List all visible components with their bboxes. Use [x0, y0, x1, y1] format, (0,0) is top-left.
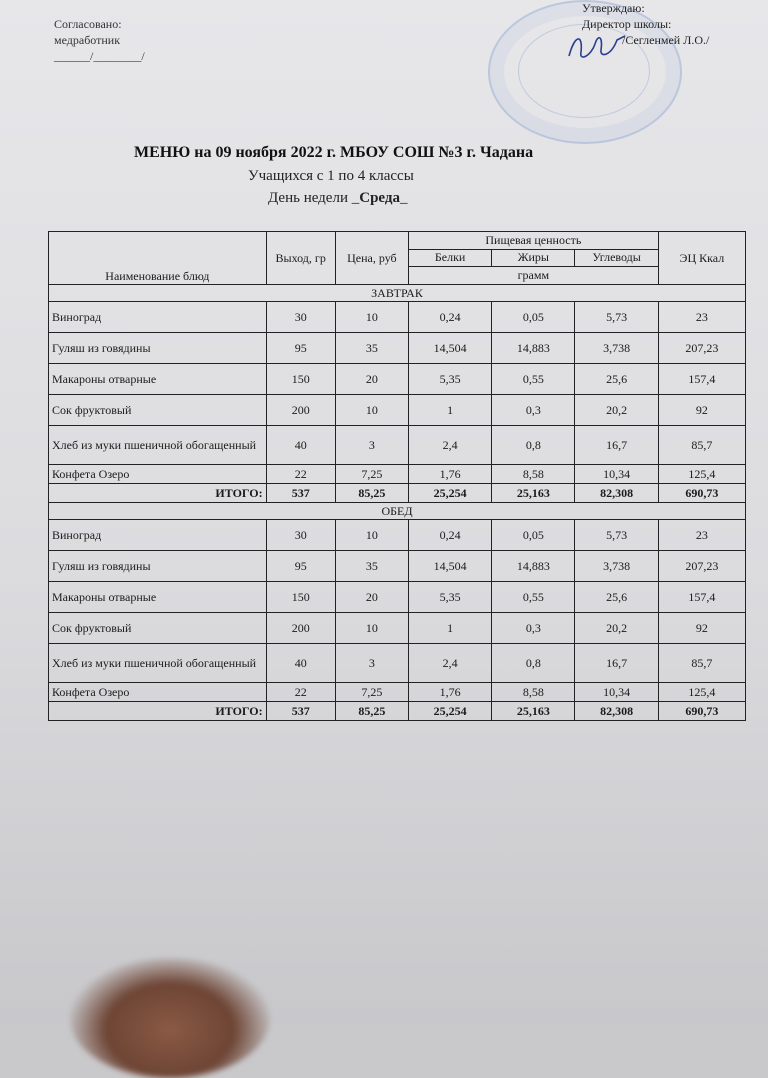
- protein-cell: 5,35: [409, 364, 492, 395]
- fat-cell: 0,55: [492, 364, 575, 395]
- protein-cell: 0,24: [409, 302, 492, 333]
- fat-cell: 0,55: [492, 582, 575, 613]
- table-row: [49, 333, 746, 364]
- carbs-cell: 5,73: [575, 520, 658, 551]
- energy-cell: 23: [658, 302, 745, 333]
- carbs-cell: 16,7: [575, 644, 658, 683]
- approved-signature-line: ______/________/: [54, 49, 145, 63]
- carbs-cell: 10,34: [575, 465, 658, 484]
- energy-cell: 23: [658, 520, 745, 551]
- total-row: [49, 702, 746, 721]
- table-row: [49, 520, 746, 551]
- dish-name-cell: Макароны отварные: [49, 582, 267, 613]
- header-energy: ЭЦ Ккал: [658, 232, 745, 285]
- confirm-role: Директор школы:: [582, 17, 672, 31]
- approval-block: [54, 16, 145, 64]
- dish-name-cell: Хлеб из муки пшеничной обогащенный: [49, 426, 267, 465]
- yield-cell: 200: [266, 613, 335, 644]
- table-row: [49, 395, 746, 426]
- protein-cell: 14,504: [409, 551, 492, 582]
- yield-cell: 40: [266, 644, 335, 683]
- total-yield-cell: 537: [266, 702, 335, 721]
- price-cell: 7,25: [335, 465, 408, 484]
- approved-role: медработник: [54, 33, 121, 47]
- price-cell: 20: [335, 582, 408, 613]
- yield-cell: 95: [266, 333, 335, 364]
- protein-cell: 2,4: [409, 644, 492, 683]
- table-row: [49, 426, 746, 465]
- finger-shadow: [70, 958, 270, 1078]
- total-protein-cell: 25,254: [409, 702, 492, 721]
- protein-cell: 14,504: [409, 333, 492, 364]
- carbs-cell: 20,2: [575, 613, 658, 644]
- energy-cell: 85,7: [658, 644, 745, 683]
- confirm-label: Утверждаю:: [582, 1, 645, 15]
- price-cell: 7,25: [335, 683, 408, 702]
- header-yield: Выход, гр: [266, 232, 335, 285]
- fat-cell: 14,883: [492, 551, 575, 582]
- total-energy-cell: 690,73: [658, 702, 745, 721]
- total-carbs-cell: 82,308: [575, 702, 658, 721]
- protein-cell: 0,24: [409, 520, 492, 551]
- total-fat-cell: 25,163: [492, 484, 575, 503]
- energy-cell: 92: [658, 613, 745, 644]
- table-row: [49, 613, 746, 644]
- protein-cell: 5,35: [409, 582, 492, 613]
- fat-cell: 0,05: [492, 302, 575, 333]
- fat-cell: 0,8: [492, 426, 575, 465]
- yield-cell: 150: [266, 582, 335, 613]
- price-cell: 10: [335, 520, 408, 551]
- total-energy-cell: 690,73: [658, 484, 745, 503]
- total-price-cell: 85,25: [335, 484, 408, 503]
- yield-cell: 30: [266, 520, 335, 551]
- menu-table: [48, 231, 746, 721]
- table-row: [49, 644, 746, 683]
- fat-cell: 14,883: [492, 333, 575, 364]
- price-cell: 35: [335, 551, 408, 582]
- fat-cell: 8,58: [492, 465, 575, 484]
- yield-cell: 40: [266, 426, 335, 465]
- day-of-week-line: [268, 190, 407, 207]
- yield-cell: 150: [266, 364, 335, 395]
- carbs-cell: 16,7: [575, 426, 658, 465]
- total-row: [49, 484, 746, 503]
- dish-name-cell: Сок фруктовый: [49, 613, 267, 644]
- fat-cell: 8,58: [492, 683, 575, 702]
- dish-name-cell: Хлеб из муки пшеничной обогащенный: [49, 644, 267, 683]
- price-cell: 3: [335, 426, 408, 465]
- dish-name-cell: Гуляш из говядины: [49, 333, 267, 364]
- confirmation-block: [582, 0, 709, 48]
- table-row: [49, 582, 746, 613]
- table-row: [49, 364, 746, 395]
- protein-cell: 1: [409, 613, 492, 644]
- dish-name-cell: Сок фруктовый: [49, 395, 267, 426]
- carbs-cell: 25,6: [575, 582, 658, 613]
- menu-title: МЕНЮ на 09 ноября 2022 г. МБОУ СОШ №3 г. Чадана: [134, 144, 534, 161]
- director-name: /Сегленмей Л.О./: [622, 33, 710, 47]
- header-carbs: Углеводы: [575, 249, 658, 267]
- carbs-cell: 3,738: [575, 551, 658, 582]
- table-row: [49, 551, 746, 582]
- dish-name-cell: Макароны отварные: [49, 364, 267, 395]
- energy-cell: 92: [658, 395, 745, 426]
- section-title: ОБЕД: [49, 503, 746, 520]
- protein-cell: 2,4: [409, 426, 492, 465]
- yield-cell: 200: [266, 395, 335, 426]
- yield-cell: 22: [266, 683, 335, 702]
- price-cell: 20: [335, 364, 408, 395]
- day-suffix: _: [399, 190, 408, 206]
- header-price: Цена, руб: [335, 232, 408, 285]
- total-fat-cell: 25,163: [492, 702, 575, 721]
- header-nutrition: Пищевая ценность: [409, 232, 659, 250]
- carbs-cell: 25,6: [575, 364, 658, 395]
- fat-cell: 0,05: [492, 520, 575, 551]
- total-carbs-cell: 82,308: [575, 484, 658, 503]
- price-cell: 35: [335, 333, 408, 364]
- fat-cell: 0,3: [492, 395, 575, 426]
- table-row: [49, 465, 746, 484]
- section-header-row: [49, 285, 746, 302]
- header-fat: Жиры: [492, 249, 575, 267]
- menu-table-body: [49, 232, 746, 721]
- header-protein: Белки: [409, 249, 492, 267]
- yield-cell: 22: [266, 465, 335, 484]
- price-cell: 3: [335, 644, 408, 683]
- table-row: [49, 302, 746, 333]
- dish-name-cell: Конфета Озеро: [49, 465, 267, 484]
- total-label: ИТОГО:: [49, 484, 267, 503]
- header-dish-name: Наименование блюд: [49, 232, 267, 285]
- price-cell: 10: [335, 302, 408, 333]
- section-header-row: [49, 503, 746, 520]
- energy-cell: 207,23: [658, 551, 745, 582]
- carbs-cell: 3,738: [575, 333, 658, 364]
- energy-cell: 207,23: [658, 333, 745, 364]
- protein-cell: 1: [409, 395, 492, 426]
- menu-subtitle: Учащихся с 1 по 4 классы: [248, 168, 414, 184]
- protein-cell: 1,76: [409, 465, 492, 484]
- day-label: День недели _: [268, 190, 360, 206]
- total-protein-cell: 25,254: [409, 484, 492, 503]
- dish-name-cell: Гуляш из говядины: [49, 551, 267, 582]
- yield-cell: 95: [266, 551, 335, 582]
- price-cell: 10: [335, 613, 408, 644]
- total-price-cell: 85,25: [335, 702, 408, 721]
- total-label: ИТОГО:: [49, 702, 267, 721]
- protein-cell: 1,76: [409, 683, 492, 702]
- table-row: [49, 683, 746, 702]
- total-yield-cell: 537: [266, 484, 335, 503]
- table-header-row: [49, 232, 746, 250]
- carbs-cell: 5,73: [575, 302, 658, 333]
- dish-name-cell: Конфета Озеро: [49, 683, 267, 702]
- header-unit: грамм: [409, 267, 659, 285]
- energy-cell: 157,4: [658, 364, 745, 395]
- energy-cell: 125,4: [658, 465, 745, 484]
- price-cell: 10: [335, 395, 408, 426]
- energy-cell: 157,4: [658, 582, 745, 613]
- approved-label: Согласовано:: [54, 17, 122, 31]
- section-title: ЗАВТРАК: [49, 285, 746, 302]
- fat-cell: 0,3: [492, 613, 575, 644]
- carbs-cell: 20,2: [575, 395, 658, 426]
- fat-cell: 0,8: [492, 644, 575, 683]
- energy-cell: 125,4: [658, 683, 745, 702]
- energy-cell: 85,7: [658, 426, 745, 465]
- dish-name-cell: Виноград: [49, 302, 267, 333]
- day-value: Среда: [359, 190, 400, 206]
- dish-name-cell: Виноград: [49, 520, 267, 551]
- yield-cell: 30: [266, 302, 335, 333]
- carbs-cell: 10,34: [575, 683, 658, 702]
